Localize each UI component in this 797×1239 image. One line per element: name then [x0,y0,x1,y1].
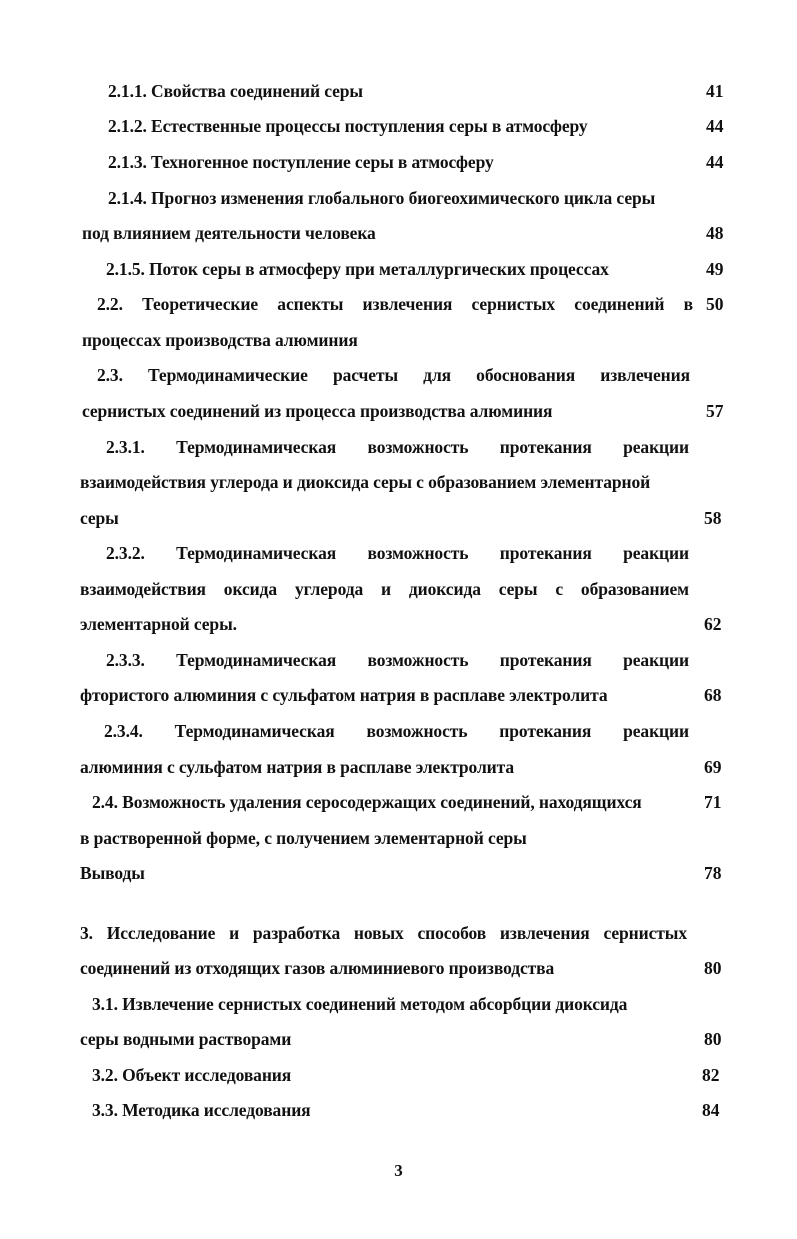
toc-entry-text: 3.1. Извлечение сернистых соединений методом абсорбции диоксида [92,994,628,1014]
toc-entry-text: 2.3. Термодинамические расчеты для обоснования извлечения [97,365,690,385]
toc-entry-text: процессах производства алюминия [82,330,358,350]
toc-entry-text: 3.2. Объект исследования [92,1065,292,1085]
toc-entry-page: 80 [704,958,722,978]
page-number: 3 [394,1161,403,1180]
toc-entry-text: соединений из отходящих газов алюминиевого производства [80,958,555,978]
toc-entry-text: алюминия с сульфатом натрия в расплаве электролита [80,757,515,777]
toc-entry-page: 71 [704,792,722,812]
toc-entry-text: взаимодействия углерода и диоксида серы с образованием элементарной [80,472,651,492]
toc-entry-page: 48 [706,223,724,243]
toc-entry-page: 49 [706,259,724,279]
toc-entry-text: 2.3.4. Термодинамическая возможность протекания реакции [104,721,689,741]
toc-entry-text: 2.1.5. Поток серы в атмосферу при металлургических процессах [106,259,609,279]
toc-entry-text: серы [80,508,119,528]
toc-entry-text: 2.3.1. Термодинамическая возможность протекания реакции [106,437,689,457]
toc-entry-page: 58 [704,508,722,528]
toc-entry-page: 44 [706,116,724,136]
toc-entry-text: 2.4. Возможность удаления серосодержащих соединений, находящихся [92,792,642,812]
toc-entry-text: Выводы [80,863,145,883]
toc-entry-page: 57 [706,401,724,421]
toc-entry-text: 3. Исследование и разработка новых способов извлечения сернистых [80,923,687,943]
toc-entry-text: серы водными растворами [80,1029,292,1049]
toc-entry-page: 62 [704,614,722,634]
toc-entry-text: 2.1.4. Прогноз изменения глобального биогеохимического цикла серы [108,188,656,208]
toc-entry-text: 2.3.3. Термодинамическая возможность протекания реакции [106,650,689,670]
toc-entry-page: 68 [704,685,722,705]
toc-entry-page: 50 [706,294,724,314]
toc-entry-page: 78 [704,863,722,883]
toc-entry-text: элементарной серы. [80,614,237,634]
toc-entry-text: 3.3. Методика исследования [92,1100,311,1120]
toc-entry-page: 69 [704,757,722,777]
toc-entry-text: взаимодействия оксида углерода и диоксида серы с образованием [80,579,689,599]
toc-entry-text: сернистых соединений из процесса производства алюминия [82,401,553,421]
toc-entry-text: под влиянием деятельности человека [82,223,376,243]
toc-entry-page: 82 [702,1065,720,1085]
toc-entry-page: 84 [702,1100,720,1120]
toc-entry-page: 44 [706,152,724,172]
toc-entry-text: 2.1.2. Естественные процессы поступления серы в атмосферу [108,116,588,136]
toc-entry-text: 2.1.3. Техногенное поступление серы в атмосферу [108,152,494,172]
toc-entry-text: в растворенной форме, с получением элементарной серы [80,828,527,848]
toc-entry-text: 2.3.2. Термодинамическая возможность протекания реакции [106,543,689,563]
toc-entry-text: 2.2. Теоретические аспекты извлечения сернистых соединений в [97,294,693,314]
toc-entry-page: 41 [706,81,724,101]
toc-entry-text: фтористого алюминия с сульфатом натрия в расплаве электролита [80,685,608,705]
toc-entry-text: 2.1.1. Свойства соединений серы [108,81,363,101]
toc-entry-page: 80 [704,1029,722,1049]
